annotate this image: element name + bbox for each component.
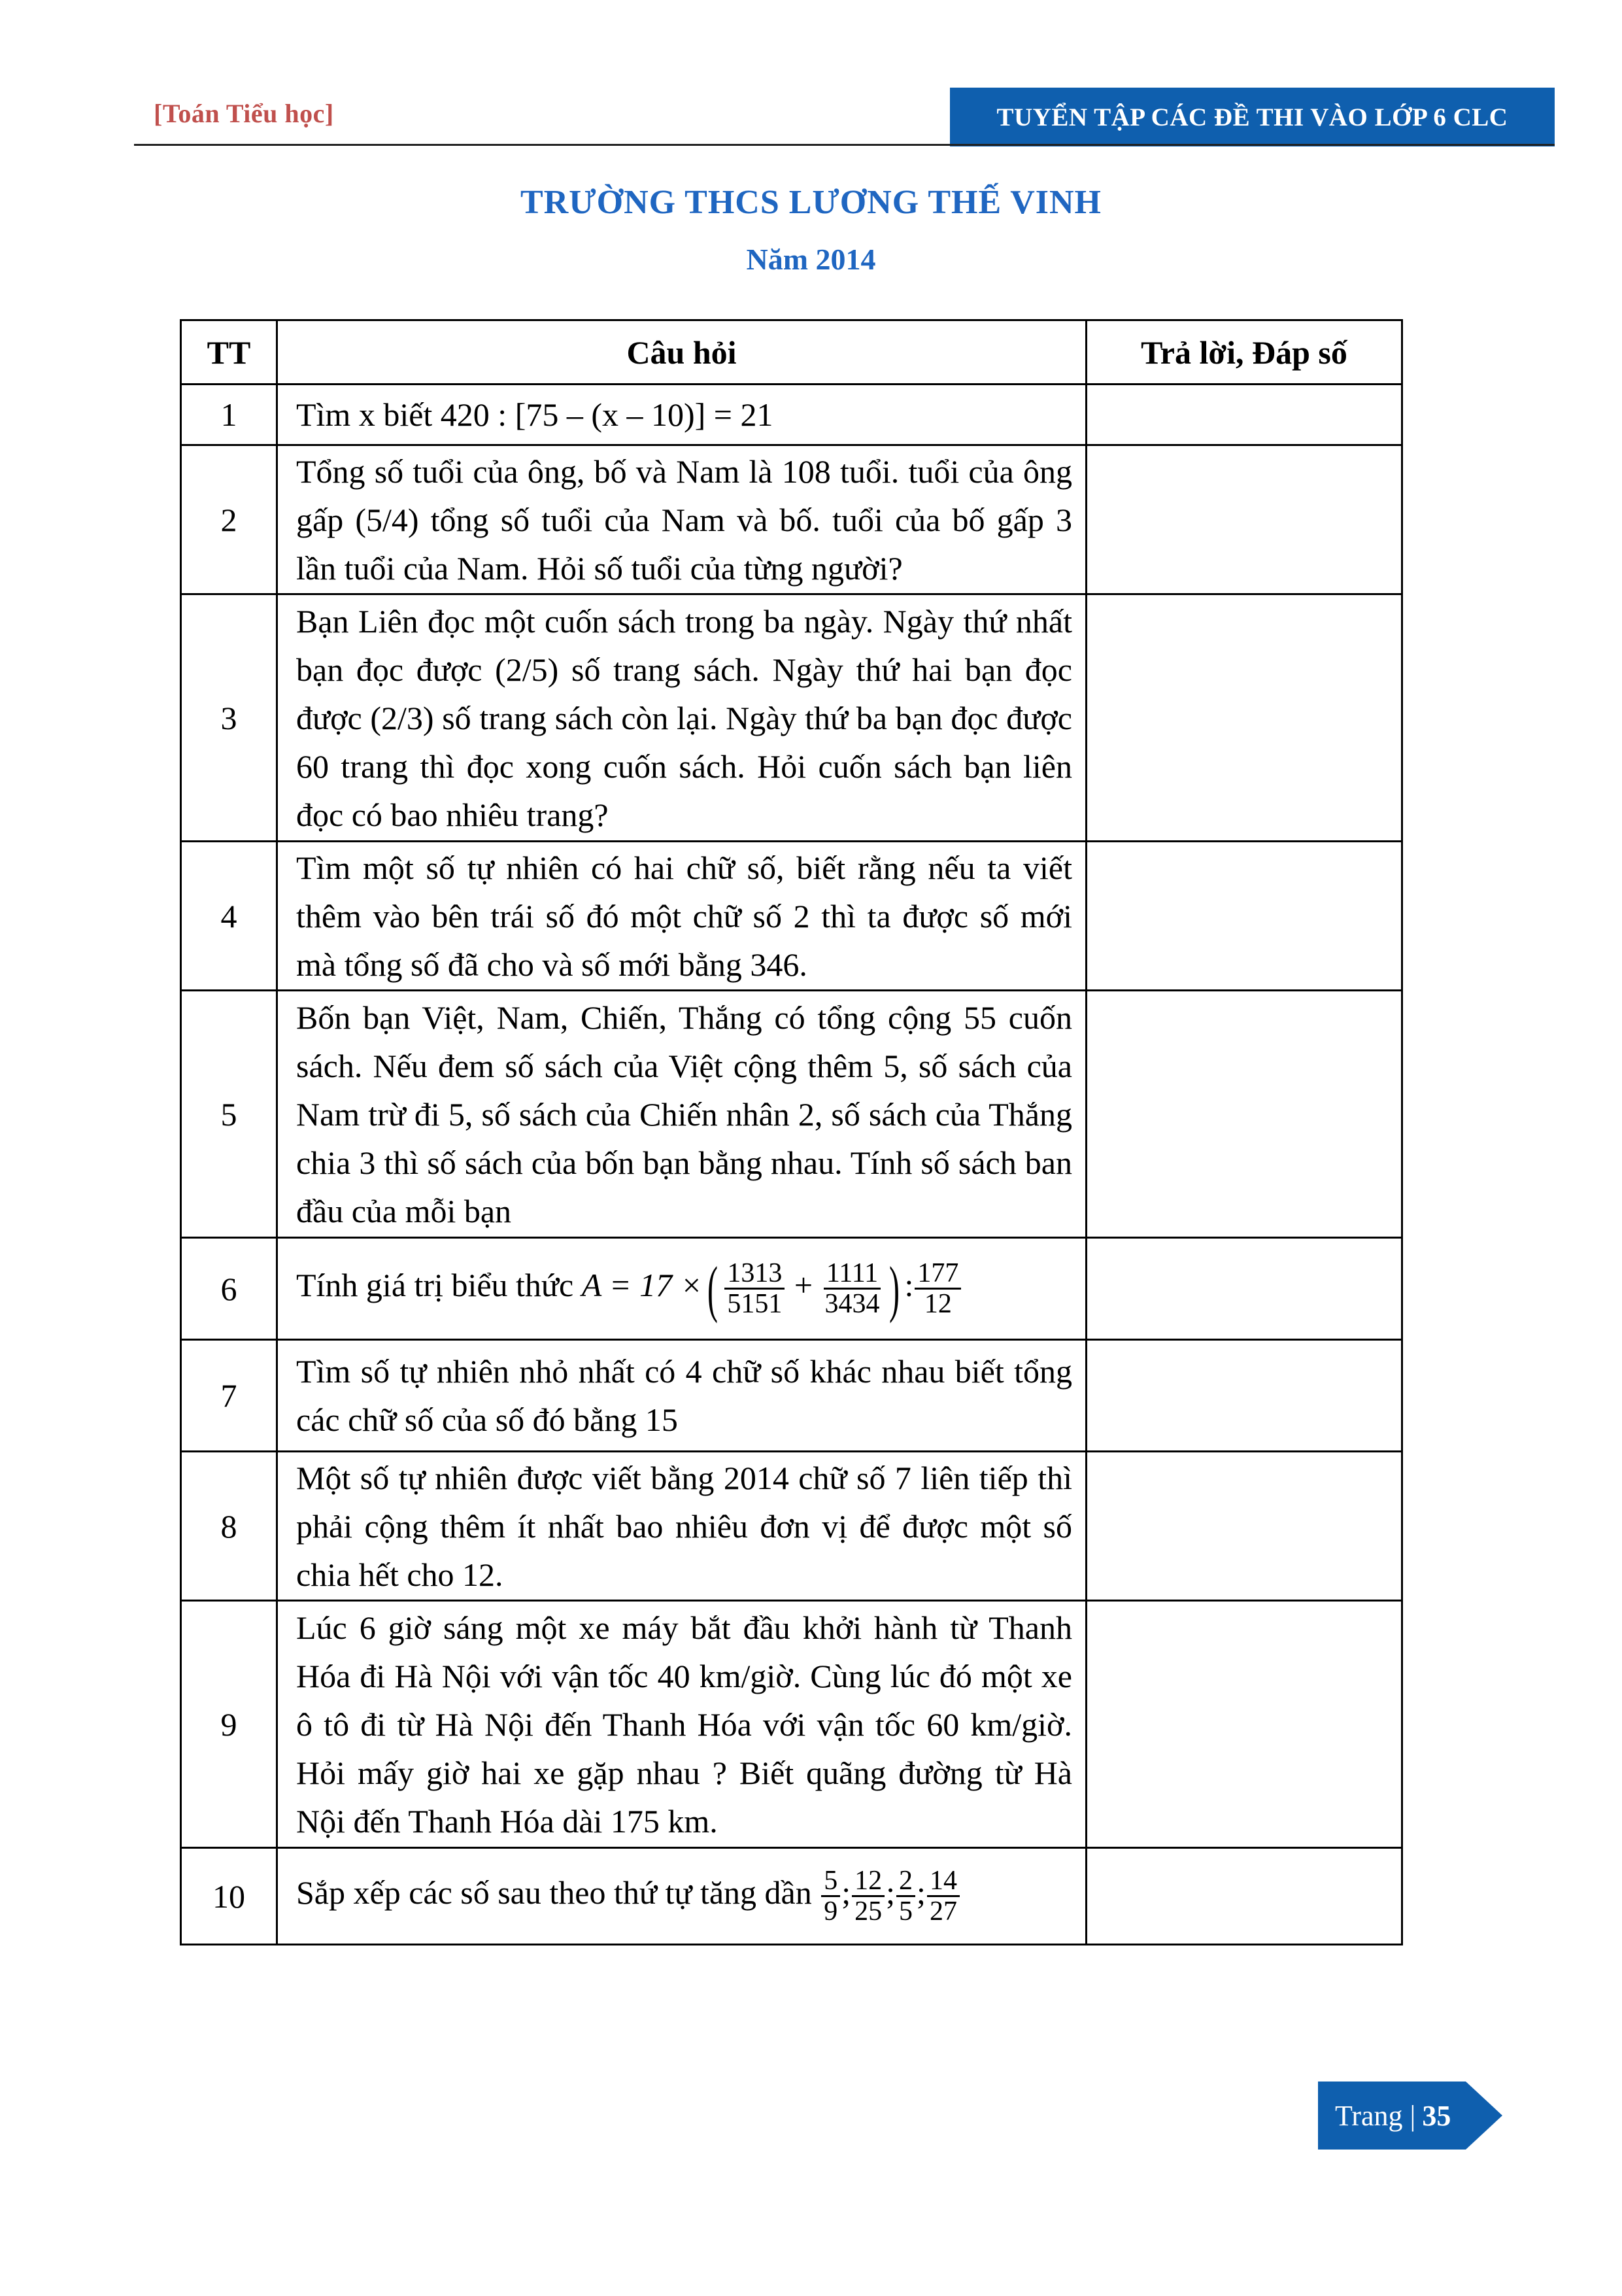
- row-number: 1: [181, 385, 277, 445]
- school-title: TRƯỜNG THCS LƯƠNG THẾ VINH: [520, 184, 1102, 221]
- row-number: 2: [181, 445, 277, 594]
- question-text: Tìm một số tự nhiên có hai chữ số, biết rằng nếu ta viết thêm vào bên trái số đó một chữ số 2 thì ta được số mới mà tổng số đã cho và số mới bằng 346.: [277, 842, 1087, 991]
- table-row: [181, 594, 1402, 842]
- table-row: [181, 1452, 1402, 1601]
- fraction: $\frac{177}{12}$: [915, 1259, 961, 1318]
- header-series-title: TUYỂN TẬP CÁC ĐỀ THI VÀO LỚP 6 CLC: [950, 88, 1555, 146]
- question-text: Một số tự nhiên được viết bằng 2014 chữ số 7 liên tiếp thì phải cộng thêm ít nhất bao nhiêu đơn vị để được một số chia hết cho 12.: [277, 1452, 1087, 1601]
- row-number: 5: [181, 991, 277, 1238]
- row-number: 7: [181, 1340, 277, 1452]
- page-number: 35: [1422, 2099, 1451, 2132]
- fraction: $\frac{14}{27}$: [927, 1866, 960, 1926]
- answer-cell: [1087, 1238, 1402, 1340]
- plus-sign: +: [794, 1266, 813, 1303]
- answer-cell: [1087, 1340, 1402, 1452]
- separator: ;: [841, 1874, 851, 1911]
- fraction: $\frac{5}{9}$: [821, 1866, 840, 1926]
- row-number: 4: [181, 842, 277, 991]
- header-tt: TT: [181, 320, 277, 385]
- row-number: 6: [181, 1238, 277, 1340]
- page-number-tag: [1318, 2082, 1466, 2150]
- answer-cell: [1087, 1848, 1402, 1945]
- question-text: Bốn bạn Việt, Nam, Chiến, Thắng có tổng cộng 55 cuốn sách. Nếu đem số sách của Việt cộng thêm 5, số sách của Nam trừ đi 5, số sách của Chiến nhân 2, số sách của Thắng chia 3 thì số sách của bốn bạn bằng nhau. Tính số sách ban đầu của mỗi bạn: [277, 991, 1087, 1238]
- table-row: [181, 991, 1402, 1238]
- row-number: 8: [181, 1452, 277, 1601]
- question-text: [277, 1238, 1087, 1340]
- separator: ;: [917, 1874, 926, 1911]
- colon-sign: :: [904, 1266, 914, 1303]
- question-text: Tìm x biết 420 : [75 – (x – 10)] = 21: [277, 385, 1087, 445]
- question-table: [180, 319, 1403, 1945]
- table-row: [181, 1340, 1402, 1452]
- answer-cell: [1087, 445, 1402, 594]
- header-answer: Trả lời, Đáp số: [1087, 320, 1402, 385]
- paren-open: (: [707, 1253, 718, 1324]
- row-number: 3: [181, 594, 277, 842]
- table-row: [181, 1601, 1402, 1848]
- answer-cell: [1087, 1601, 1402, 1848]
- expression-lhs: A = 17 ×: [581, 1266, 703, 1303]
- fraction: $\frac{12}{25}$: [852, 1866, 885, 1926]
- header-question: Câu hỏi: [277, 320, 1087, 385]
- fraction: $\frac{2}{5}$: [896, 1866, 915, 1926]
- question-text: Lúc 6 giờ sáng một xe máy bắt đầu khởi hành từ Thanh Hóa đi Hà Nội với vận tốc 40 km/giờ. Cùng lúc đó một xe ô tô đi từ Hà Nội đến Thanh Hóa với vận tốc 60 km/giờ. Hỏi mấy giờ hai xe gặp nhau ? Biết quãng đường từ Hà Nội đến Thanh Hóa dài 175 km.: [277, 1601, 1087, 1848]
- answer-cell: [1087, 594, 1402, 842]
- question-text: Tìm số tự nhiên nhỏ nhất có 4 chữ số khác nhau biết tổng các chữ số của số đó bằng 15: [277, 1340, 1087, 1452]
- row-number: 10: [181, 1848, 277, 1945]
- paren-close: ): [888, 1253, 900, 1324]
- table-row: [181, 1848, 1402, 1945]
- answer-cell: [1087, 991, 1402, 1238]
- page-label: Trang |: [1335, 2099, 1416, 2132]
- row-number: 9: [181, 1601, 277, 1848]
- answer-cell: [1087, 385, 1402, 445]
- exam-year: Năm 2014: [746, 243, 876, 276]
- table-header-row: [181, 320, 1402, 385]
- table-row: [181, 1238, 1402, 1340]
- table-row: [181, 842, 1402, 991]
- answer-cell: [1087, 1452, 1402, 1601]
- fraction: $\frac{1313}{5151}$: [724, 1259, 785, 1318]
- table-row: [181, 445, 1402, 594]
- expression-label: Tính giá trị biểu thức: [296, 1266, 574, 1303]
- question-text: Tổng số tuổi của ông, bố và Nam là 108 tuổi. tuổi của ông gấp (5/4) tổng số tuổi của Nam và bố. tuổi của bố gấp 3 lần tuổi của Nam. Hỏi số tuổi của từng người?: [277, 445, 1087, 594]
- table-row: [181, 385, 1402, 445]
- ordering-label: Sắp xếp các số sau theo thứ tự tăng dần: [296, 1874, 812, 1911]
- answer-cell: [1087, 842, 1402, 991]
- page-tag-arrow-icon: [1466, 2082, 1502, 2150]
- question-text: [277, 1848, 1087, 1945]
- separator: ;: [886, 1874, 896, 1911]
- question-text: Bạn Liên đọc một cuốn sách trong ba ngày. Ngày thứ nhất bạn đọc được (2/5) số trang sách. Ngày thứ hai bạn đọc được (2/3) số trang sách còn lại. Ngày thứ ba bạn đọc được 60 trang thì đọc xong cuốn sách. Hỏi cuốn sách bạn liên đọc có bao nhiêu trang?: [277, 594, 1087, 842]
- header-subject: [Toán Tiểu học]: [154, 99, 334, 128]
- header-divider: [134, 144, 1555, 146]
- fraction: $\frac{1111}{3434}$: [824, 1258, 880, 1319]
